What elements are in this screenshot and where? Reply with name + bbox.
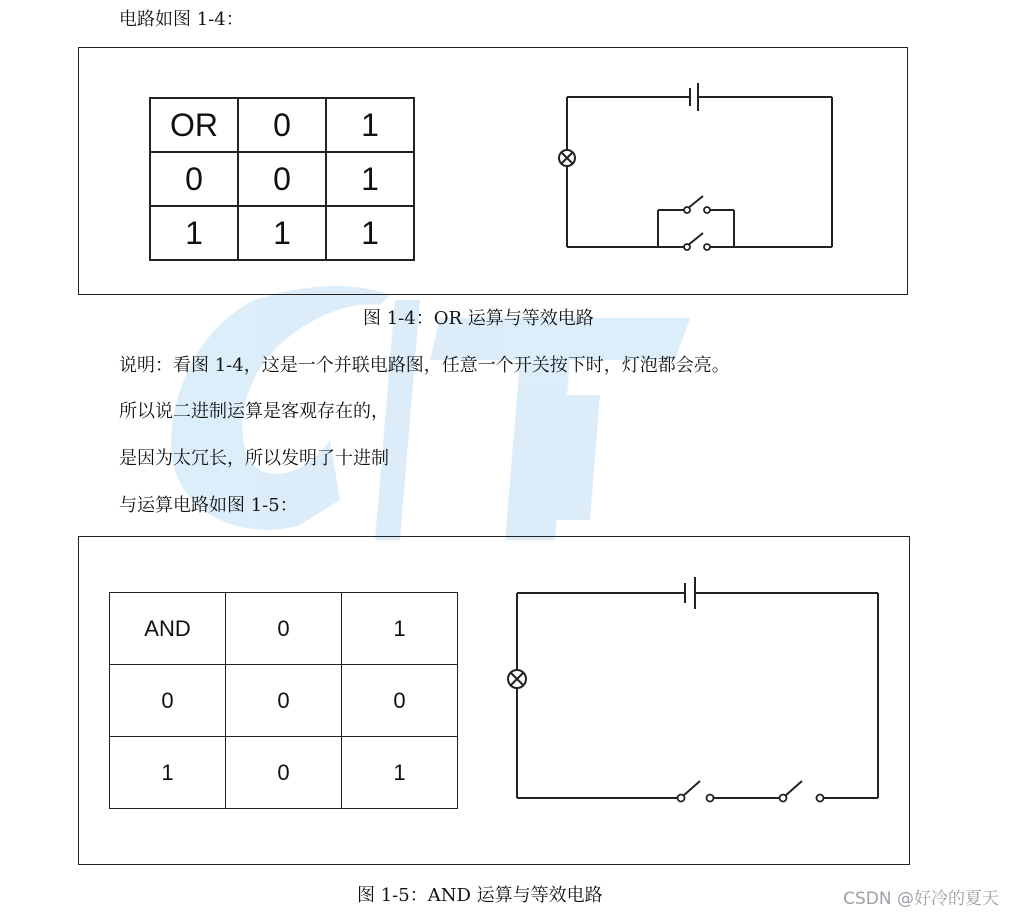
table-cell: OR — [150, 98, 238, 152]
table-cell: 1 — [326, 98, 414, 152]
and-series-circuit — [500, 570, 900, 820]
table-cell: 1 — [238, 206, 326, 260]
table-row — [150, 98, 414, 152]
figure-and-caption: 图 1-5：AND 运算与等效电路 — [357, 885, 603, 906]
table-cell: 1 — [342, 593, 458, 665]
table-cell: 0 — [150, 152, 238, 206]
table-cell: 1 — [326, 152, 414, 206]
and-truth-table — [109, 592, 458, 809]
paragraph: 与运算电路如图 1-5： — [119, 495, 298, 516]
table-row — [150, 206, 414, 260]
table-row — [110, 665, 458, 737]
or-parallel-circuit — [550, 80, 850, 260]
table-cell: 0 — [238, 98, 326, 152]
paragraph: 所以说二进制运算是客观存在的， — [119, 401, 389, 422]
figure-or-caption: 图 1-4：OR 运算与等效电路 — [363, 308, 594, 329]
paragraph: 说明：看图 1-4，这是一个并联电路图，任意一个开关按下时，灯泡都会亮。 — [119, 355, 730, 376]
lamp-icon — [508, 670, 526, 688]
table-row — [110, 737, 458, 809]
table-cell: 0 — [110, 665, 226, 737]
lamp-icon — [559, 150, 575, 166]
table-cell: 1 — [150, 206, 238, 260]
table-cell: 1 — [110, 737, 226, 809]
table-row — [110, 593, 458, 665]
table-cell: 1 — [326, 206, 414, 260]
intro-text: 电路如图 1-4： — [119, 9, 244, 30]
table-cell: 0 — [238, 152, 326, 206]
table-cell: 1 — [342, 737, 458, 809]
table-row — [150, 152, 414, 206]
csdn-watermark-text: CSDN @好冷的夏天 — [843, 889, 999, 909]
table-cell: AND — [110, 593, 226, 665]
or-truth-table — [149, 97, 415, 261]
paragraph: 是因为太冗长，所以发明了十进制 — [119, 448, 389, 469]
table-cell: 0 — [226, 737, 342, 809]
table-cell: 0 — [226, 593, 342, 665]
table-cell: 0 — [226, 665, 342, 737]
table-cell: 0 — [342, 665, 458, 737]
